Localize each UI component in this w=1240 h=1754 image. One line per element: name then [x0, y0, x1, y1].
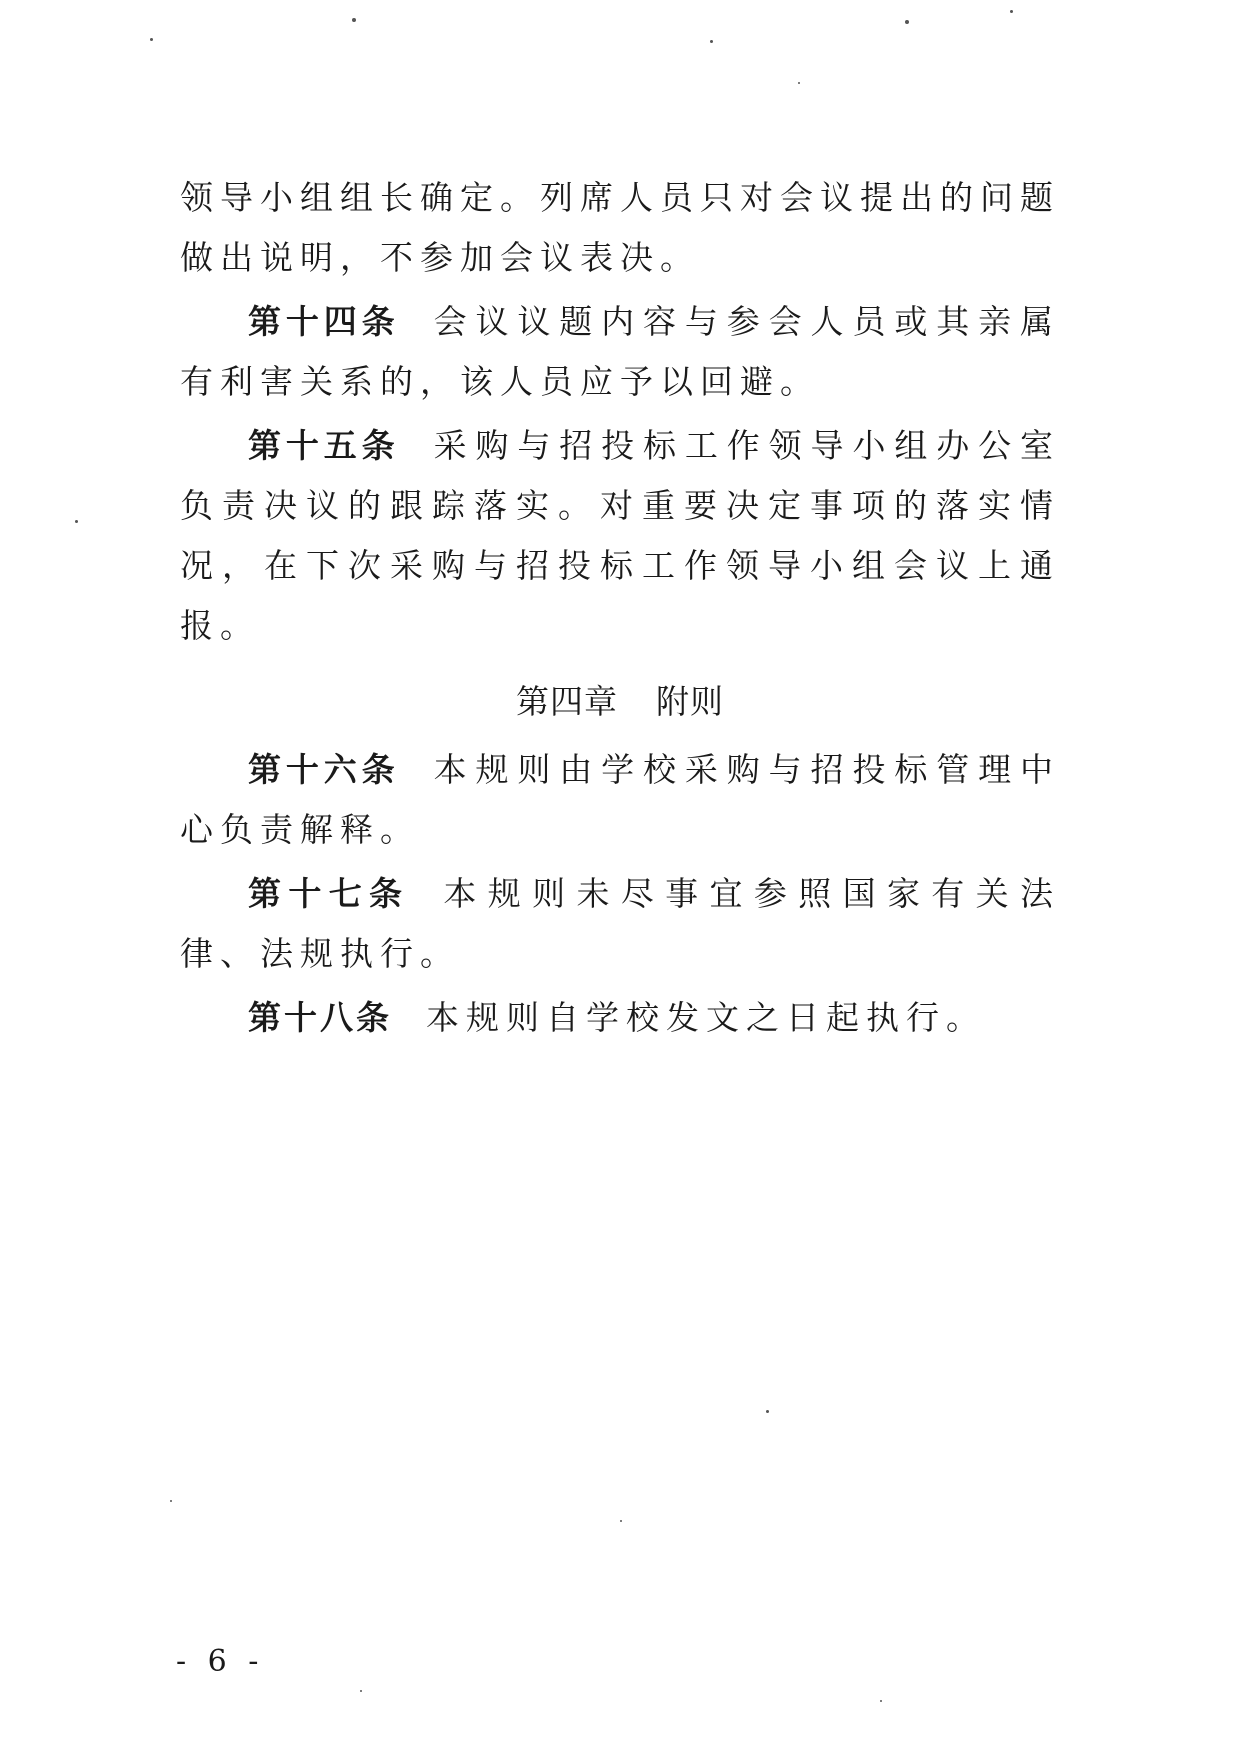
scan-speck [360, 1690, 362, 1692]
scan-speck [150, 38, 153, 41]
document-body [180, 168, 1060, 1052]
article-18 [180, 988, 1060, 1048]
scan-speck [1010, 10, 1013, 13]
article-text: 本规则由学校采购与招投标管理中心负责解释。 [180, 750, 1061, 849]
article-label: 第十五条 [248, 426, 400, 465]
scan-speck [710, 40, 713, 43]
article-label: 第十四条 [248, 302, 400, 341]
scan-speck [170, 1500, 172, 1502]
chapter-heading [180, 672, 1060, 732]
article-16 [180, 740, 1060, 860]
paragraph-continuation [180, 168, 1060, 288]
article-text: 本规则未尽事宜参照国家有关法律、法规执行。 [180, 874, 1061, 973]
article-15 [180, 416, 1060, 656]
scan-speck [766, 1410, 769, 1413]
article-14 [180, 292, 1060, 412]
article-text: 会议议题内容与参会人员或其亲属有利害关系的，该人员应予以回避。 [180, 302, 1061, 401]
article-text: 采购与招投标工作领导小组办公室负责决议的跟踪落实。对重要决定事项的落实情况，在下次采购与招投标工作领导小组会议上通报。 [180, 426, 1061, 645]
scan-speck [352, 18, 356, 22]
page-number: - 6 - [176, 1644, 265, 1679]
scan-speck [620, 1520, 622, 1522]
scan-speck [880, 1700, 882, 1702]
chapter-number: 第四章 [516, 682, 618, 721]
chapter-title: 附则 [656, 682, 724, 721]
scan-speck [798, 82, 800, 84]
scan-speck [905, 20, 909, 24]
article-text: 本规则自学校发文之日起执行。 [426, 998, 986, 1037]
article-17 [180, 864, 1060, 984]
scan-speck [75, 520, 78, 523]
article-label: 第十八条 [248, 998, 392, 1037]
article-label: 第十六条 [248, 750, 400, 789]
paragraph-text: 领导小组组长确定。列席人员只对会议提出的问题做出说明，不参加会议表决。 [180, 178, 1060, 277]
article-label: 第十七条 [248, 874, 410, 913]
